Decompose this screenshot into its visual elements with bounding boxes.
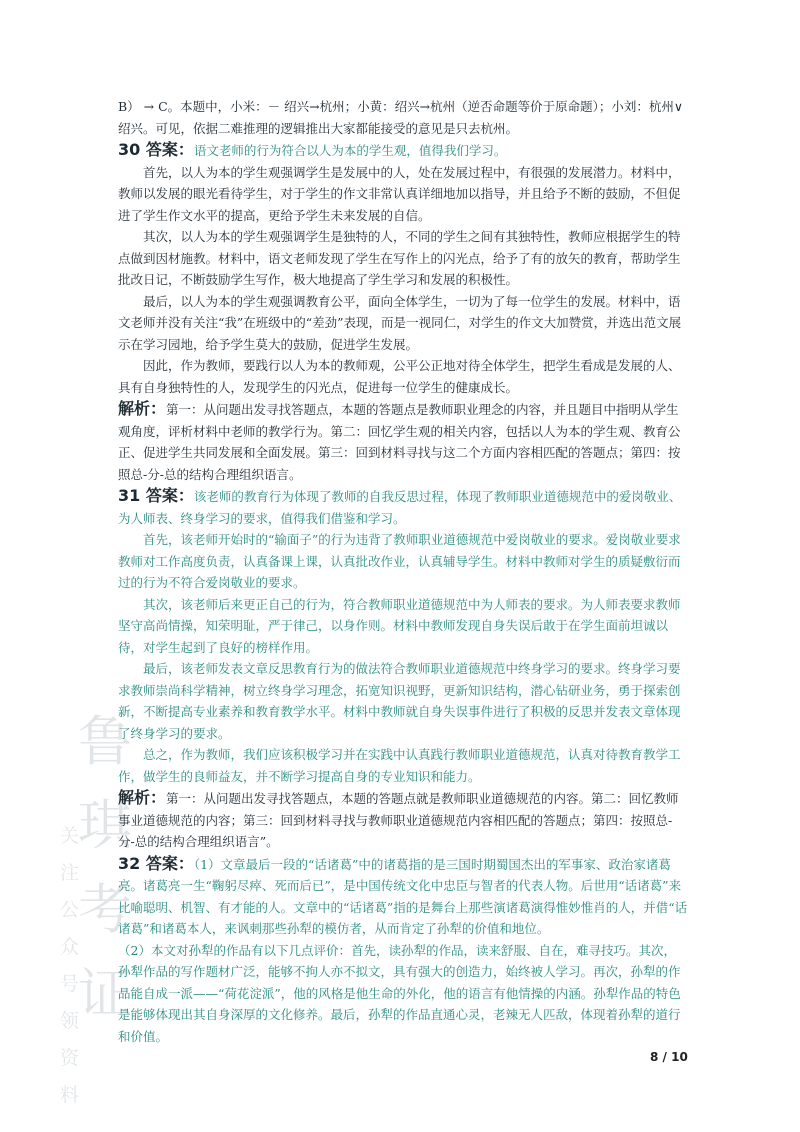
analysis-30 (118, 398, 688, 485)
answer-30-label: 30 答案： (118, 140, 194, 159)
answer-30-summary (118, 139, 688, 162)
answer-31-label: 31 答案： (118, 486, 194, 505)
answer-32-part-1 (118, 853, 688, 940)
answer-32-label: 32 答案： (118, 853, 194, 873)
answer-31-paragraph-1: 首先，该老师开始时的“输面子”的行为违背了教师职业道德规范中爱岗敬业的要求。爱岗敬业要求教师对工作高度负责，认真备课上课，认真批改作业，认真辅导学生。材料中教师对学生的质疑敷衍而过的行为不符合爱岗敬业的要求。 (118, 532, 681, 590)
watermark-char: 关 (60, 825, 80, 847)
answer-30-paragraph-2: 其次，以人为本的学生观强调学生是独特的人，不同的学生之间有其独特性，教师应根据学生的特点做到因材施教。材料中，语文老师发现了学生在写作上的闪光点，给予了有的放矢的教育，帮助学生批改日记，不断鼓励学生写作，极大地提高了学生学习和发展的积极性。 (118, 229, 681, 287)
watermark-char: 注 (60, 862, 80, 884)
analysis-30-text: 第一：从问题出发寻找答题点，本题的答题点是教师职业理念的内容，并且题目中指明从学生观角度，评析材料中老师的教学行为。第二：回忆学生观的相关内容，包括以人为本的学生观、教育公正、促进学生共同发展和全面发展。第三：回到材料寻找与这二个方面内容相匹配的答题点；第四：按照总-分-总的结构合理组织语言。 (118, 402, 681, 482)
watermark-char: 公 (60, 899, 80, 921)
answer-31-paragraph-2: 其次，该老师后来更正自己的行为，符合教师职业道德规范中为人师表的要求。为人师表要求教师坚守高尚情操，知荣明耻，严于律己，以身作则。材料中教师发现自身失误后敢于在学生面前坦诚以待，对学生起到了良好的榜样作用。 (118, 596, 681, 655)
answer-32-part-2: （2）本文对孙犁的作品有以下几点评价：首先，读孙犁的作品，读来舒服、自在，难寻技巧。其次，孙犁作品的写作题材广泛，能够不拘人亦不拟文，具有强大的创造力，始终被人学习。再次，孙犁的作品能自成一派——“荷花淀派”，他的风格是他生命的外化，他的语言有他情操的内涵。孙犁作品的特色是能够体现出其自身深厚的文化修养。最后，孙犁的作品直通心灵，老辣无人匹敌，体现着孙犁的道行和价值。 (118, 942, 681, 1044)
analysis-30-label: 解析： (118, 399, 167, 418)
answer-31-paragraph-4: 总之，作为教师，我们应该积极学习并在实践中认真践行教师职业道德规范，认真对待教育教学工作，做学生的良师益友，并不断学习提高自身的专业知识和能力。 (118, 747, 681, 784)
answer-30-paragraph-1: 首先，以人为本的学生观强调学生是发展中的人，处在发展过程中，有很强的发展潜力。材料中，教师以发展的眼光看待学生，对于学生的作文非常认真详细地加以指导，并且给予不断的鼓励，不但促进了学生作文水平的提高，更给予学生未来发展的自信。 (118, 164, 681, 223)
watermark-char: 琪 (78, 794, 132, 857)
page-number: 8 / 10 (650, 1050, 688, 1064)
watermark-char: 资 (60, 1047, 80, 1069)
answer-30-paragraph-3: 最后，以人为本的学生观强调教育公平，面向全体学生，一切为了每一位学生的发展。材料中，语文老师并没有关注“我”在班级中的“差劲”表现，而是一视同仁，对学生的作文大加赞赏，并选出范文展示在学习园地，给予学生莫大的鼓励，促进学生发展。 (118, 293, 682, 352)
watermark-char: 号 (60, 973, 80, 995)
answer-31-summary (118, 485, 688, 529)
page-content (118, 96, 688, 1047)
answer-31-paragraph-3: 最后，该老师发表文章反思教育行为的做法符合教师职业道德规范中终身学习的要求。终身学习要求教师崇尚科学精神，树立终身学习理念，拓宽知识视野，更新知识结构，潜心钻研业务，勇于探索创新，不断提高专业素养和教育教学水平。材料中教师就自身失误事件进行了积极的反思并发表文章体现了终身学习的要求。 (118, 661, 681, 741)
watermark-side-text (60, 818, 84, 1114)
watermark-char: 考 (78, 878, 132, 941)
analysis-31-label: 解析： (118, 788, 167, 807)
previous-answer-tail: B） → C。本题中，小米：－ 绍兴→杭州；小黄：绍兴→杭州（逆否命题等价于原命题）；小刘：杭州∨绍兴。可见，依据二难推理的逻辑推出大家都能接受的意见是只去杭州。 (118, 99, 683, 136)
answer-30-paragraph-4: 因此，作为教师，要践行以人为本的教师观，公平公正地对待全体学生，把学生看成是发展的人、具有自身独特性的人，发现学生的闪光点，促进每一位学生的健康成长。 (118, 358, 681, 395)
analysis-31-text: 第一：从问题出发寻找答题点，本题的答题点就是教师职业道德规范的内容。第二：回忆教师事业道德规范的内容；第三：回到材料寻找与教师职业道德规范内容相匹配的答题点；第四：按照总-分-总的结构合理组织语言”。 (118, 791, 679, 849)
watermark-char: 众 (60, 936, 80, 958)
watermark-char: 鲁 (78, 710, 132, 773)
answer-32-part-1-text: （1）文章最后一段的“话诸葛”中的诸葛指的是三国时期蜀国杰出的军事家、政治家诸葛亮。诸葛亮一生“鞠躬尽瘁、死而后已”，是中国传统文化中忠臣与智者的代表人物。后世用“话诸葛”来比喻聪明、机智、有才能的人。文章中的“话诸葛”指的是舞台上那些演诸葛演得惟妙惟肖的人，并借“话诸葛”和诸葛本人，来讽刺那些孙犁的模仿者，从而肯定了孙犁的价值和地位。 (118, 856, 688, 936)
analysis-31 (118, 787, 688, 853)
watermark-char: 证 (78, 962, 132, 1025)
answer-31-summary-text: 该老师的教育行为体现了教师的自我反思过程，体现了教师职业道德规范中的爱岗敬业、为人师表、终身学习的要求，值得我们借鉴和学习。 (118, 489, 682, 526)
watermark-char: 料 (60, 1084, 80, 1106)
answer-30-summary-text: 语文老师的行为符合以人为本的学生观，值得我们学习。 (193, 143, 507, 158)
watermark-char: 领 (60, 1010, 80, 1032)
